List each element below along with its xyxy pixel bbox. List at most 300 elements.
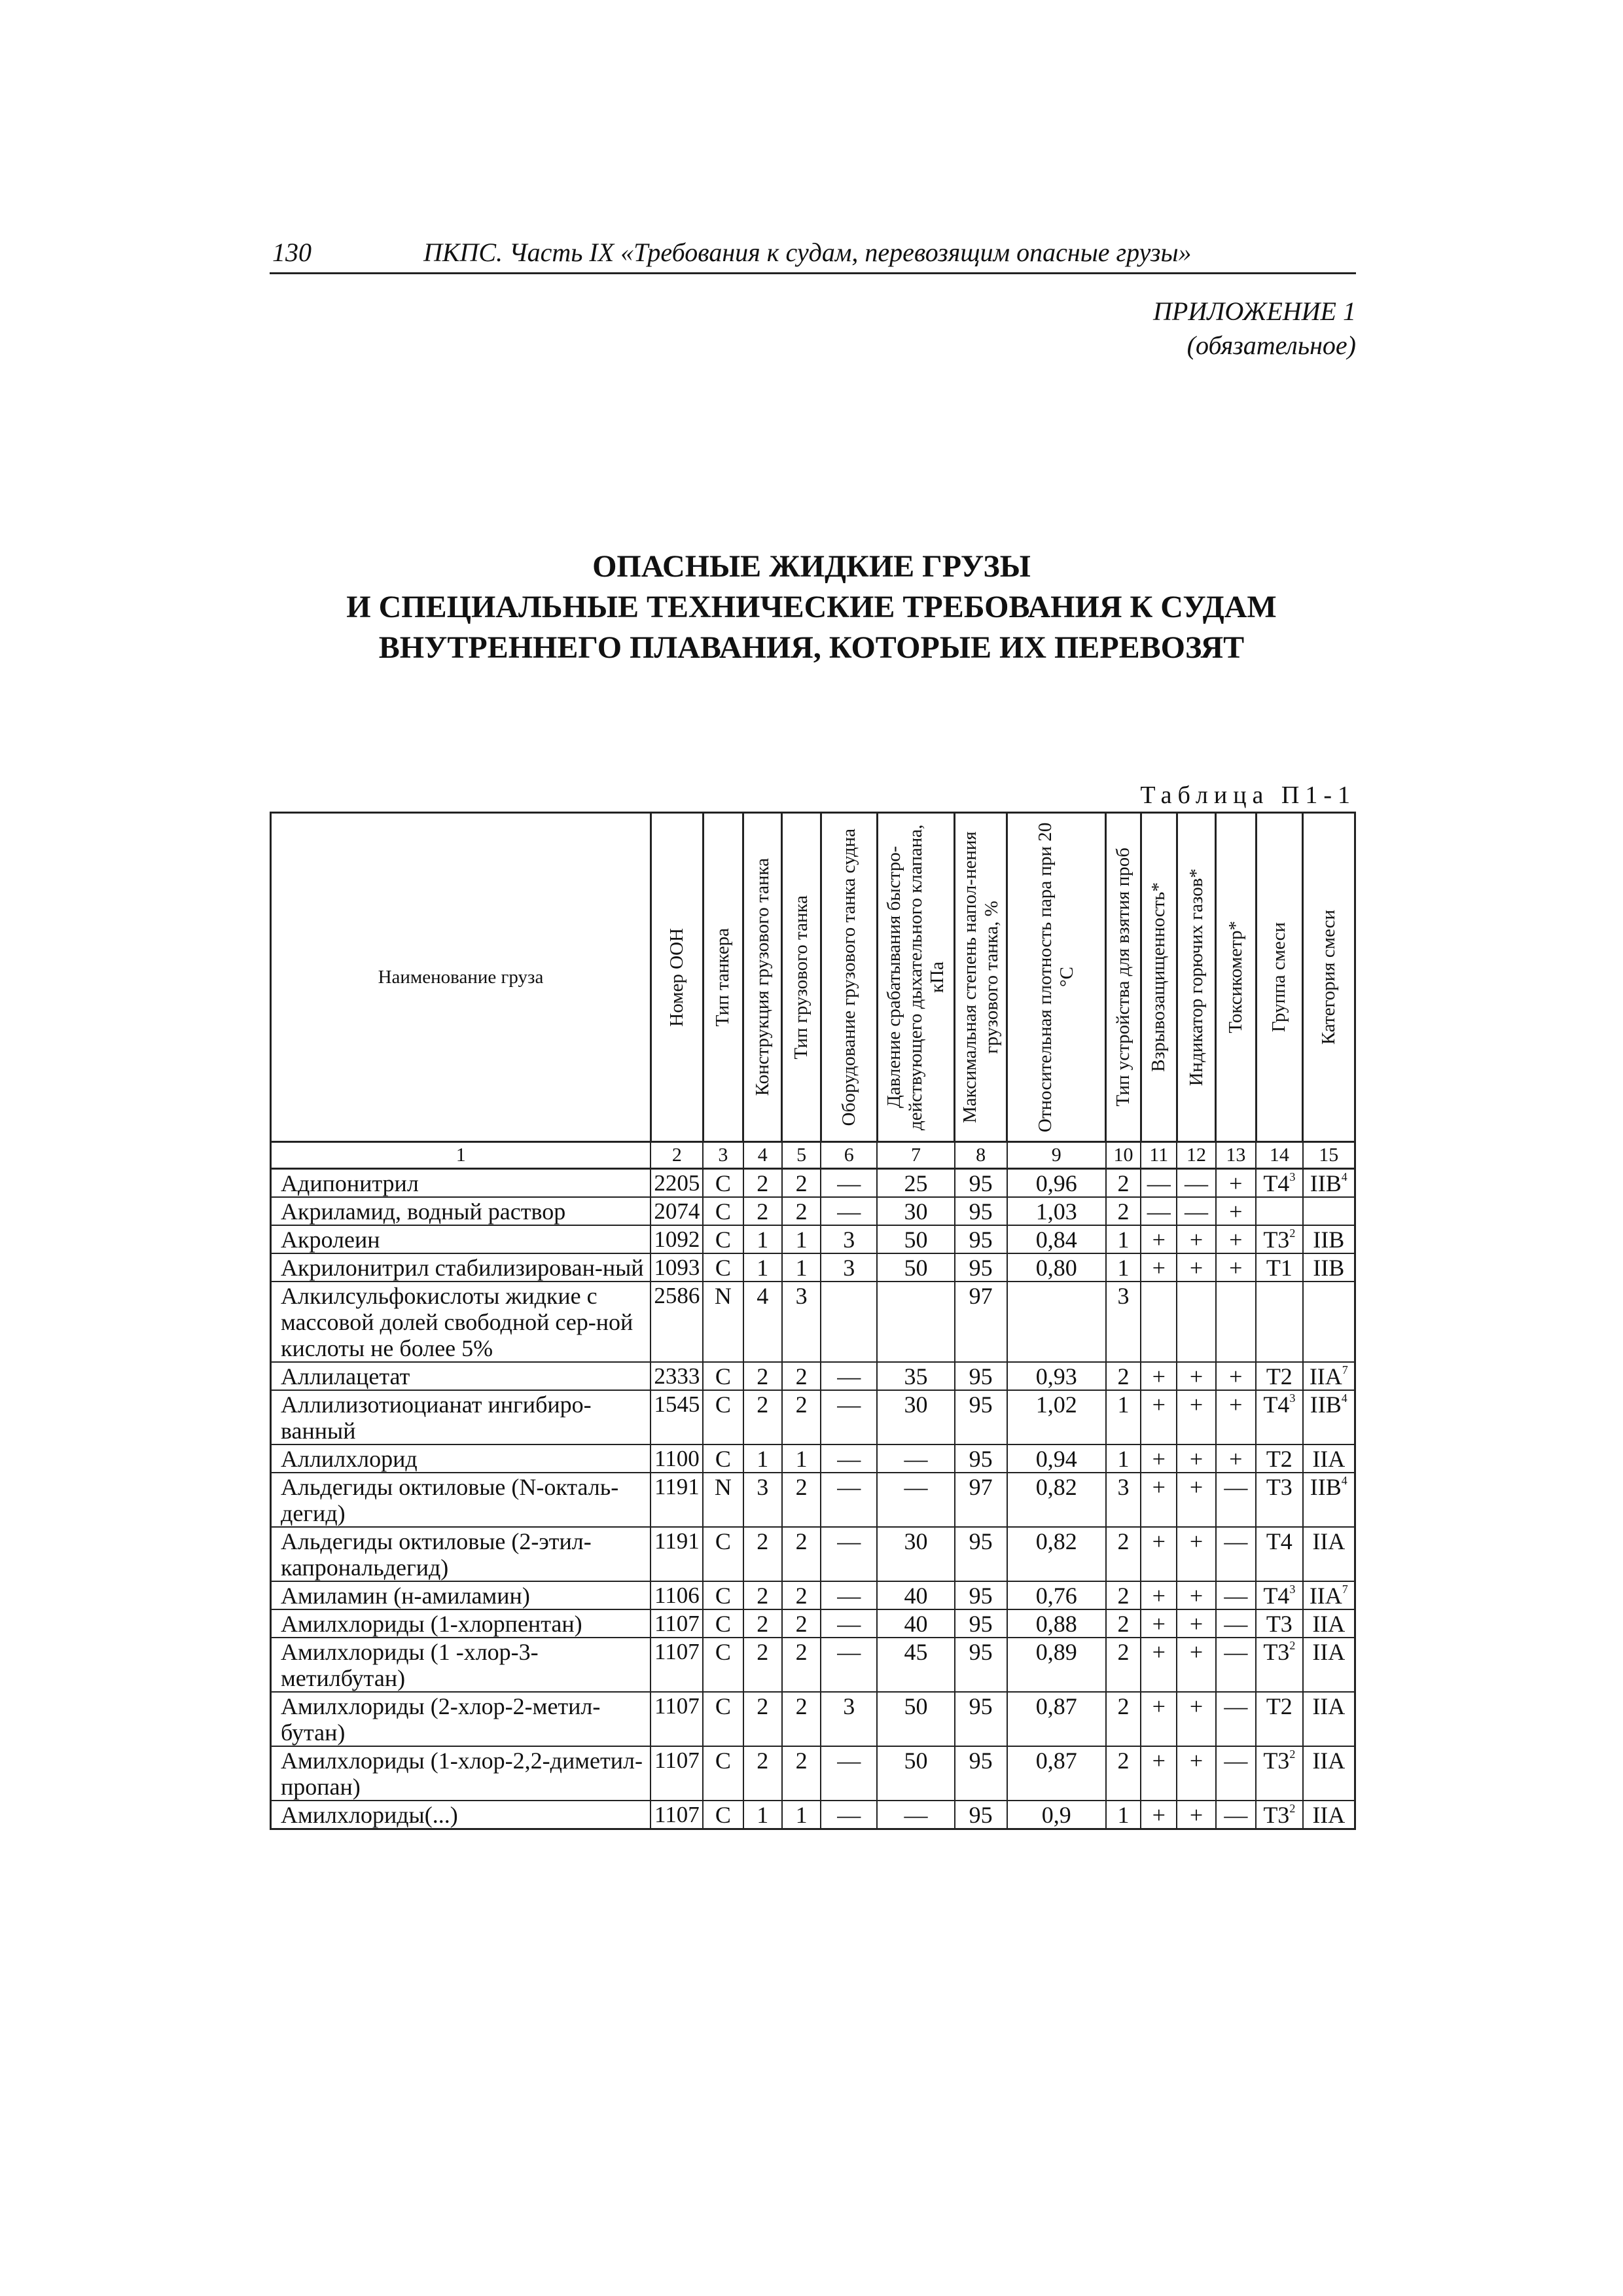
tank-type-cell: 3	[782, 1282, 821, 1362]
max-fill-cell: 95	[955, 1225, 1007, 1253]
sampling-device-cell: 3	[1106, 1473, 1141, 1527]
tank-type-cell: 1	[782, 1225, 821, 1253]
un-number-cell: 1545	[651, 1390, 703, 1444]
mixture-category-cell: IIA	[1303, 1746, 1355, 1801]
tank-construction-cell: 2	[743, 1390, 782, 1444]
column-number: 11	[1141, 1142, 1177, 1169]
page-title	[196, 547, 1427, 668]
max-fill-cell: 95	[955, 1169, 1007, 1198]
tanker-type-cell: C	[703, 1253, 743, 1282]
running-title: ПКПС. Часть IX «Требования к судам, перевозящим опасные грузы»	[423, 238, 1192, 267]
column-header: Индикатор горючих газов*	[1177, 813, 1215, 1142]
mixture-group-cell: T4	[1256, 1527, 1303, 1581]
max-fill-cell: 95	[955, 1692, 1007, 1746]
toxicometer-cell: +	[1216, 1390, 1256, 1444]
un-number-cell: 1100	[651, 1444, 703, 1473]
valve-pressure-cell: 50	[877, 1225, 955, 1253]
tank-construction-cell: 1	[743, 1444, 782, 1473]
sampling-device-cell: 1	[1106, 1801, 1141, 1829]
sampling-device-cell: 2	[1106, 1746, 1141, 1801]
valve-pressure-cell: —	[877, 1801, 955, 1829]
tanker-type-cell: C	[703, 1197, 743, 1225]
vapour-density-cell: 0,94	[1007, 1444, 1106, 1473]
valve-pressure-cell: 25	[877, 1169, 955, 1198]
table-row	[271, 1801, 1355, 1829]
mixture-category-cell: IIA	[1303, 1444, 1355, 1473]
explosion-protection-cell: +	[1141, 1253, 1177, 1282]
gas-detector-cell: +	[1177, 1444, 1215, 1473]
un-number-cell: 1191	[651, 1473, 703, 1527]
cargo-name-cell: Акрилонитрил стабилизирован-ный	[271, 1253, 651, 1282]
vapour-density-cell: 0,9	[1007, 1801, 1106, 1829]
gas-detector-cell: +	[1177, 1390, 1215, 1444]
tank-equipment-cell: —	[821, 1581, 877, 1609]
vapour-density-cell	[1007, 1282, 1106, 1362]
table-row	[271, 1638, 1355, 1692]
gas-detector-cell: +	[1177, 1362, 1215, 1390]
vapour-density-cell: 1,03	[1007, 1197, 1106, 1225]
toxicometer-cell: —	[1216, 1581, 1256, 1609]
column-header: Давление срабатывания быстро-действующего дыхательного клапана, кПа	[877, 813, 955, 1142]
gas-detector-cell: +	[1177, 1473, 1215, 1527]
un-number-cell: 2586	[651, 1282, 703, 1362]
title-line: ВНУТРЕННЕГО ПЛАВАНИЯ, КОТОРЫЕ ИХ ПЕРЕВОЗЯТ	[378, 630, 1245, 665]
max-fill-cell: 95	[955, 1362, 1007, 1390]
column-header: Номер ООН	[651, 813, 703, 1142]
valve-pressure-cell: 30	[877, 1197, 955, 1225]
mixture-category-cell: IIB	[1303, 1225, 1355, 1253]
tank-equipment-cell: 3	[821, 1225, 877, 1253]
vapour-density-cell: 0,84	[1007, 1225, 1106, 1253]
gas-detector-cell: +	[1177, 1609, 1215, 1638]
tank-equipment-cell: —	[821, 1390, 877, 1444]
mixture-category-cell	[1303, 1197, 1355, 1225]
max-fill-cell: 95	[955, 1609, 1007, 1638]
tank-equipment-cell: —	[821, 1169, 877, 1198]
valve-pressure-cell: 35	[877, 1362, 955, 1390]
cargo-name-cell: Амилхлориды (1-хлорпентан)	[271, 1609, 651, 1638]
tank-construction-cell: 2	[743, 1638, 782, 1692]
appendix-note: (обязательное)	[1186, 331, 1356, 360]
mixture-group-cell: T2	[1256, 1362, 1303, 1390]
explosion-protection-cell: +	[1141, 1638, 1177, 1692]
tank-equipment-cell: —	[821, 1801, 877, 1829]
column-number: 2	[651, 1142, 703, 1169]
vapour-density-cell: 0,88	[1007, 1609, 1106, 1638]
cargo-name-cell: Амилхлориды (1 -хлор-3-метилбутан)	[271, 1638, 651, 1692]
tanker-type-cell: C	[703, 1801, 743, 1829]
column-number-row	[271, 1142, 1355, 1169]
appendix-title: ПРИЛОЖЕНИЕ 1	[1153, 296, 1356, 326]
table-row	[271, 1169, 1355, 1198]
toxicometer-cell: +	[1216, 1253, 1256, 1282]
cargo-name-cell: Амилхлориды (1-хлор-2,2-диметил-пропан)	[271, 1746, 651, 1801]
column-header: Токсикометр*	[1216, 813, 1256, 1142]
toxicometer-cell: +	[1216, 1169, 1256, 1198]
mixture-group-cell: $T3^2$	[1256, 1801, 1303, 1829]
footnote-marker: 4	[1341, 1474, 1347, 1487]
table-row	[271, 1444, 1355, 1473]
valve-pressure-cell: 30	[877, 1527, 955, 1581]
tank-equipment-cell: 3	[821, 1253, 877, 1282]
gas-detector-cell	[1177, 1282, 1215, 1362]
toxicometer-cell: +	[1216, 1197, 1256, 1225]
tank-construction-cell: 3	[743, 1473, 782, 1527]
tank-type-cell: 2	[782, 1390, 821, 1444]
sampling-device-cell: 3	[1106, 1282, 1141, 1362]
column-header: Тип устройства для взятия проб	[1106, 813, 1141, 1142]
mixture-group-cell: $T3^2$	[1256, 1225, 1303, 1253]
vapour-density-cell: 1,02	[1007, 1390, 1106, 1444]
footnote-marker: 4	[1341, 1170, 1347, 1183]
cargo-name-cell: Амиламин (н-амиламин)	[271, 1581, 651, 1609]
footnote-marker: 4	[1341, 1391, 1347, 1405]
un-number-cell: 1107	[651, 1801, 703, 1829]
un-number-cell: 1107	[651, 1692, 703, 1746]
column-number: 13	[1216, 1142, 1256, 1169]
cargo-name-cell: Амилхлориды (2-хлор-2-метил-бутан)	[271, 1692, 651, 1746]
table-row	[271, 1609, 1355, 1638]
valve-pressure-cell: 30	[877, 1390, 955, 1444]
table-row	[271, 1390, 1355, 1444]
max-fill-cell: 95	[955, 1746, 1007, 1801]
gas-detector-cell: +	[1177, 1801, 1215, 1829]
un-number-cell: 2074	[651, 1197, 703, 1225]
explosion-protection-cell: —	[1141, 1169, 1177, 1198]
mixture-group-cell	[1256, 1282, 1303, 1362]
gas-detector-cell: +	[1177, 1253, 1215, 1282]
sampling-device-cell: 2	[1106, 1197, 1141, 1225]
footnote-marker: 3	[1289, 1391, 1296, 1405]
mixture-category-cell: IIB$^4$	[1303, 1390, 1355, 1444]
title-line: ОПАСНЫЕ ЖИДКИЕ ГРУЗЫ	[592, 549, 1031, 584]
tank-equipment-cell: —	[821, 1527, 877, 1581]
tank-equipment-cell: —	[821, 1473, 877, 1527]
vapour-density-cell: 0,82	[1007, 1527, 1106, 1581]
mixture-group-cell: T3	[1256, 1473, 1303, 1527]
mixture-category-cell: IIA	[1303, 1527, 1355, 1581]
max-fill-cell: 95	[955, 1197, 1007, 1225]
footnote-marker: 2	[1289, 1639, 1296, 1652]
footnote-marker: 2	[1289, 1227, 1296, 1240]
tank-equipment-cell: —	[821, 1444, 877, 1473]
tanker-type-cell: C	[703, 1390, 743, 1444]
max-fill-cell: 95	[955, 1390, 1007, 1444]
explosion-protection-cell: +	[1141, 1444, 1177, 1473]
cargo-name-cell: Альдегиды октиловые (N-окталь-дегид)	[271, 1473, 651, 1527]
column-header: Максимальная степень напол-нения грузового танка, %	[955, 813, 1007, 1142]
cargo-rows	[271, 1169, 1355, 1829]
un-number-cell: 1106	[651, 1581, 703, 1609]
tanker-type-cell: C	[703, 1581, 743, 1609]
sampling-device-cell: 1	[1106, 1225, 1141, 1253]
tank-type-cell: 1	[782, 1801, 821, 1829]
gas-detector-cell: +	[1177, 1527, 1215, 1581]
table-row	[271, 1473, 1355, 1527]
tanker-type-cell: C	[703, 1225, 743, 1253]
toxicometer-cell: —	[1216, 1473, 1256, 1527]
column-header: Тип танкера	[703, 813, 743, 1142]
vapour-density-cell: 0,89	[1007, 1638, 1106, 1692]
mixture-category-cell: IIA	[1303, 1638, 1355, 1692]
toxicometer-cell: +	[1216, 1362, 1256, 1390]
tank-type-cell: 2	[782, 1527, 821, 1581]
tank-type-cell: 1	[782, 1444, 821, 1473]
column-number: 7	[877, 1142, 955, 1169]
tank-construction-cell: 2	[743, 1362, 782, 1390]
footnote-marker: 2	[1289, 1802, 1296, 1815]
un-number-cell: 1092	[651, 1225, 703, 1253]
table-row	[271, 1225, 1355, 1253]
tank-type-cell: 2	[782, 1638, 821, 1692]
sampling-device-cell: 1	[1106, 1444, 1141, 1473]
tanker-type-cell: C	[703, 1362, 743, 1390]
tank-construction-cell: 2	[743, 1527, 782, 1581]
cargo-name-cell: Альдегиды октиловые (2-этил-капрональдегид)	[271, 1527, 651, 1581]
explosion-protection-cell: +	[1141, 1801, 1177, 1829]
un-number-cell: 2333	[651, 1362, 703, 1390]
gas-detector-cell: +	[1177, 1692, 1215, 1746]
max-fill-cell: 97	[955, 1473, 1007, 1527]
cargo-name-cell: Аллилацетат	[271, 1362, 651, 1390]
explosion-protection-cell: +	[1141, 1362, 1177, 1390]
tank-type-cell: 1	[782, 1253, 821, 1282]
max-fill-cell: 95	[955, 1444, 1007, 1473]
column-header: Наименование груза	[271, 813, 651, 1142]
tank-construction-cell: 2	[743, 1609, 782, 1638]
gas-detector-cell: —	[1177, 1197, 1215, 1225]
max-fill-cell: 95	[955, 1638, 1007, 1692]
gas-detector-cell: +	[1177, 1746, 1215, 1801]
column-number: 14	[1256, 1142, 1303, 1169]
toxicometer-cell: +	[1216, 1225, 1256, 1253]
cargo-name-cell: Аллилхлорид	[271, 1444, 651, 1473]
column-number: 4	[743, 1142, 782, 1169]
gas-detector-cell: +	[1177, 1225, 1215, 1253]
table-row	[271, 1746, 1355, 1801]
cargo-table	[270, 812, 1356, 1830]
tanker-type-cell: N	[703, 1282, 743, 1362]
toxicometer-cell: +	[1216, 1444, 1256, 1473]
vapour-density-cell: 0,87	[1007, 1692, 1106, 1746]
max-fill-cell: 95	[955, 1253, 1007, 1282]
tank-equipment-cell: —	[821, 1746, 877, 1801]
sampling-device-cell: 1	[1106, 1390, 1141, 1444]
column-number: 12	[1177, 1142, 1215, 1169]
toxicometer-cell: —	[1216, 1638, 1256, 1692]
vapour-density-cell: 0,80	[1007, 1253, 1106, 1282]
max-fill-cell: 97	[955, 1282, 1007, 1362]
tank-type-cell: 2	[782, 1197, 821, 1225]
table-row	[271, 1692, 1355, 1746]
mixture-group-cell: $T4^3$	[1256, 1581, 1303, 1609]
column-number: 6	[821, 1142, 877, 1169]
sampling-device-cell: 2	[1106, 1692, 1141, 1746]
cargo-name-cell: Акролеин	[271, 1225, 651, 1253]
sampling-device-cell: 2	[1106, 1362, 1141, 1390]
vapour-density-cell: 0,87	[1007, 1746, 1106, 1801]
explosion-protection-cell	[1141, 1282, 1177, 1362]
footnote-marker: 2	[1289, 1748, 1296, 1761]
tanker-type-cell: C	[703, 1692, 743, 1746]
toxicometer-cell: —	[1216, 1527, 1256, 1581]
explosion-protection-cell: +	[1141, 1473, 1177, 1527]
tank-construction-cell: 2	[743, 1197, 782, 1225]
mixture-category-cell: IIB$^4$	[1303, 1473, 1355, 1527]
tank-construction-cell: 1	[743, 1225, 782, 1253]
toxicometer-cell: —	[1216, 1692, 1256, 1746]
page-number: 130	[272, 238, 312, 267]
header-row	[271, 813, 1355, 1142]
valve-pressure-cell: 45	[877, 1638, 955, 1692]
appendix-label	[1153, 295, 1356, 363]
sampling-device-cell: 2	[1106, 1638, 1141, 1692]
mixture-group-cell: $T4^3$	[1256, 1390, 1303, 1444]
tank-construction-cell: 1	[743, 1253, 782, 1282]
tank-equipment-cell: —	[821, 1638, 877, 1692]
sampling-device-cell: 1	[1106, 1253, 1141, 1282]
column-number: 3	[703, 1142, 743, 1169]
cargo-name-cell: Аллилизотиоцианат ингибиро-ванный	[271, 1390, 651, 1444]
mixture-group-cell: $T4^3$	[1256, 1169, 1303, 1198]
tank-equipment-cell: —	[821, 1197, 877, 1225]
explosion-protection-cell: +	[1141, 1390, 1177, 1444]
column-header: Конструкция грузового танка	[743, 813, 782, 1142]
table-row	[271, 1362, 1355, 1390]
mixture-category-cell: IIB	[1303, 1253, 1355, 1282]
tank-type-cell: 2	[782, 1473, 821, 1527]
un-number-cell: 1107	[651, 1746, 703, 1801]
gas-detector-cell: —	[1177, 1169, 1215, 1198]
toxicometer-cell: —	[1216, 1609, 1256, 1638]
mixture-group-cell: T1	[1256, 1253, 1303, 1282]
column-header: Взрывозащищенность*	[1141, 813, 1177, 1142]
tanker-type-cell: N	[703, 1473, 743, 1527]
valve-pressure-cell	[877, 1282, 955, 1362]
tank-equipment-cell: —	[821, 1609, 877, 1638]
column-header: Оборудование грузового танка судна	[821, 813, 877, 1142]
mixture-group-cell: T3	[1256, 1609, 1303, 1638]
tank-type-cell: 2	[782, 1746, 821, 1801]
un-number-cell: 1191	[651, 1527, 703, 1581]
valve-pressure-cell: 50	[877, 1253, 955, 1282]
valve-pressure-cell: 40	[877, 1581, 955, 1609]
column-header: Относительная плотность пара при 20 °С	[1007, 813, 1106, 1142]
column-number: 10	[1106, 1142, 1141, 1169]
valve-pressure-cell: 50	[877, 1746, 955, 1801]
tank-type-cell: 2	[782, 1581, 821, 1609]
mixture-group-cell: $T3^2$	[1256, 1746, 1303, 1801]
gas-detector-cell: +	[1177, 1581, 1215, 1609]
tank-construction-cell: 2	[743, 1581, 782, 1609]
title-line: И СПЕЦИАЛЬНЫЕ ТЕХНИЧЕСКИЕ ТРЕБОВАНИЯ К СУДАМ	[346, 590, 1277, 624]
mixture-category-cell: IIA$^7$	[1303, 1581, 1355, 1609]
explosion-protection-cell: +	[1141, 1746, 1177, 1801]
toxicometer-cell	[1216, 1282, 1256, 1362]
valve-pressure-cell: —	[877, 1473, 955, 1527]
column-header: Тип грузового танка	[782, 813, 821, 1142]
tank-type-cell: 2	[782, 1609, 821, 1638]
tanker-type-cell: C	[703, 1169, 743, 1198]
mixture-category-cell: IIA$^7$	[1303, 1362, 1355, 1390]
mixture-category-cell: IIA	[1303, 1609, 1355, 1638]
un-number-cell: 1107	[651, 1609, 703, 1638]
explosion-protection-cell: +	[1141, 1609, 1177, 1638]
tank-construction-cell: 2	[743, 1746, 782, 1801]
mixture-category-cell	[1303, 1282, 1355, 1362]
table-caption: Таблица П1-1	[1140, 781, 1356, 809]
column-number: 9	[1007, 1142, 1106, 1169]
mixture-group-cell: T2	[1256, 1692, 1303, 1746]
footnote-marker: 7	[1342, 1363, 1348, 1376]
max-fill-cell: 95	[955, 1581, 1007, 1609]
running-header	[270, 236, 1356, 274]
explosion-protection-cell: +	[1141, 1225, 1177, 1253]
explosion-protection-cell: +	[1141, 1692, 1177, 1746]
table-row	[271, 1581, 1355, 1609]
valve-pressure-cell: 40	[877, 1609, 955, 1638]
cargo-name-cell: Алкилсульфокислоты жидкие с массовой долей свободной сер-ной кислоты не более 5%	[271, 1282, 651, 1362]
explosion-protection-cell: +	[1141, 1581, 1177, 1609]
tanker-type-cell: C	[703, 1444, 743, 1473]
explosion-protection-cell: +	[1141, 1527, 1177, 1581]
cargo-name-cell: Амилхлориды(...)	[271, 1801, 651, 1829]
tanker-type-cell: C	[703, 1746, 743, 1801]
table-row	[271, 1282, 1355, 1362]
sampling-device-cell: 2	[1106, 1581, 1141, 1609]
tanker-type-cell: C	[703, 1638, 743, 1692]
sampling-device-cell: 2	[1106, 1527, 1141, 1581]
vapour-density-cell: 0,96	[1007, 1169, 1106, 1198]
mixture-category-cell: IIA	[1303, 1692, 1355, 1746]
gas-detector-cell: +	[1177, 1638, 1215, 1692]
column-number: 15	[1303, 1142, 1355, 1169]
tanker-type-cell: C	[703, 1609, 743, 1638]
tank-construction-cell: 2	[743, 1692, 782, 1746]
un-number-cell: 1093	[651, 1253, 703, 1282]
mixture-group-cell	[1256, 1197, 1303, 1225]
cargo-name-cell: Адипонитрил	[271, 1169, 651, 1198]
tank-construction-cell: 1	[743, 1801, 782, 1829]
toxicometer-cell: —	[1216, 1746, 1256, 1801]
column-header: Группа смеси	[1256, 813, 1303, 1142]
un-number-cell: 2205	[651, 1169, 703, 1198]
tank-construction-cell: 2	[743, 1169, 782, 1198]
column-number: 8	[955, 1142, 1007, 1169]
max-fill-cell: 95	[955, 1801, 1007, 1829]
tank-equipment-cell: 3	[821, 1692, 877, 1746]
table-row	[271, 1253, 1355, 1282]
table-row	[271, 1197, 1355, 1225]
tank-construction-cell: 4	[743, 1282, 782, 1362]
un-number-cell: 1107	[651, 1638, 703, 1692]
footnote-marker: 3	[1289, 1170, 1296, 1183]
footnote-marker: 7	[1342, 1583, 1348, 1596]
vapour-density-cell: 0,93	[1007, 1362, 1106, 1390]
tank-type-cell: 2	[782, 1362, 821, 1390]
sampling-device-cell: 2	[1106, 1169, 1141, 1198]
mixture-group-cell: $T3^2$	[1256, 1638, 1303, 1692]
valve-pressure-cell: —	[877, 1444, 955, 1473]
vapour-density-cell: 0,82	[1007, 1473, 1106, 1527]
mixture-group-cell: T2	[1256, 1444, 1303, 1473]
cargo-name-cell: Акриламид, водный раствор	[271, 1197, 651, 1225]
column-number: 5	[782, 1142, 821, 1169]
explosion-protection-cell: —	[1141, 1197, 1177, 1225]
column-number: 1	[271, 1142, 651, 1169]
tank-type-cell: 2	[782, 1169, 821, 1198]
tank-equipment-cell	[821, 1282, 877, 1362]
